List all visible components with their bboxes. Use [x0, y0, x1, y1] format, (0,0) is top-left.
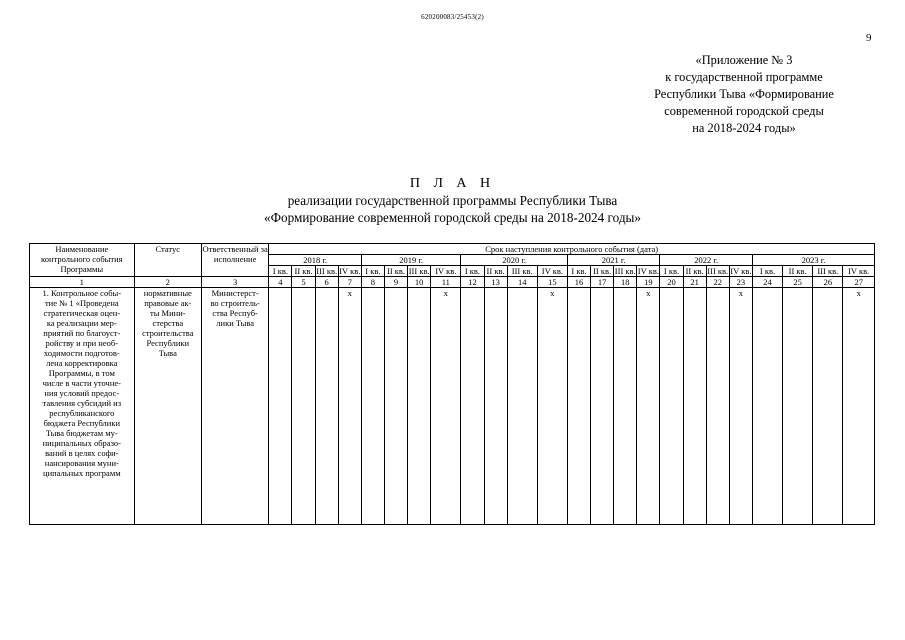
status-line: правовые ак- — [144, 298, 192, 308]
header-quarter: III кв. — [707, 266, 729, 276]
header-year: 2019 г. — [361, 255, 461, 266]
header-quarter: III кв. — [316, 266, 338, 276]
plan-subtitle — [0, 192, 905, 226]
event-name-cell — [30, 288, 135, 525]
document-id: 620200083/25453(2) — [421, 13, 484, 21]
status-line: нормативные — [143, 288, 192, 298]
header-quarter: II кв. — [783, 266, 813, 277]
header-quarter: IV кв. — [730, 266, 752, 276]
event-name-line: Программы, в том — [48, 368, 115, 378]
quarter-mark-cell — [361, 288, 384, 525]
status-line: стерства — [152, 318, 184, 328]
event-name-line: ройству и при необ- — [45, 338, 119, 348]
column-number: 1 — [30, 277, 135, 288]
header-quarter: II кв. — [683, 266, 706, 277]
column-number: 2 — [134, 277, 201, 288]
quarter-mark-cell: x — [843, 288, 875, 525]
header-year: 2021 г. — [567, 255, 660, 266]
header-quarter: I кв. — [660, 266, 683, 277]
status-line: ты Мини- — [149, 308, 186, 318]
event-name-line: нансирования муни- — [44, 458, 119, 468]
responsible-cell — [201, 288, 268, 525]
column-number: 15 — [537, 277, 567, 288]
quarter-mark-cell — [408, 288, 431, 525]
column-number: 22 — [706, 277, 729, 288]
quarter-mark-cell — [269, 288, 292, 525]
appendix-line: современной городской среды — [664, 104, 824, 118]
event-name-line: тие № 1 «Проведена — [44, 298, 119, 308]
quarter-mark-cell — [567, 288, 590, 525]
quarter-mark-cell — [591, 288, 614, 525]
header-quarter: I кв. — [752, 266, 782, 277]
quarter-mark-cell — [660, 288, 683, 525]
column-number: 27 — [843, 277, 875, 288]
column-number: 17 — [591, 277, 614, 288]
plan-subtitle-line: реализации государственной программы Республики Тыва — [287, 193, 618, 208]
header-year: 2018 г. — [269, 255, 362, 266]
column-number: 19 — [637, 277, 660, 288]
column-number: 23 — [729, 277, 752, 288]
event-name-line: числе в части уточне- — [42, 378, 121, 388]
column-number: 12 — [461, 277, 484, 288]
column-numbers-row — [30, 277, 875, 288]
quarter-mark-cell — [484, 288, 507, 525]
plan-subtitle-line: «Формирование современной городской среды на 2018-2024 годы» — [264, 210, 641, 225]
quarter-mark-cell: x — [637, 288, 660, 525]
event-name-line: ваний в целях софи- — [45, 448, 119, 458]
quarter-mark-cell — [507, 288, 537, 525]
header-quarter: II кв. — [591, 266, 614, 277]
column-number: 21 — [683, 277, 706, 288]
column-number: 24 — [752, 277, 782, 288]
header-quarter: I кв. — [567, 266, 590, 277]
status-line: Республики — [146, 338, 190, 348]
column-number: 26 — [813, 277, 843, 288]
column-number: 20 — [660, 277, 683, 288]
header-quarter: II кв. — [292, 266, 315, 277]
status-cell — [134, 288, 201, 525]
column-number: 8 — [361, 277, 384, 288]
event-name-line: ходимости подготов- — [43, 348, 120, 358]
quarter-mark-cell — [683, 288, 706, 525]
header-deadline: Срок наступления контрольного события (дата) — [269, 244, 875, 255]
quarter-mark-cell — [461, 288, 484, 525]
header-quarter: IV кв. — [843, 266, 875, 277]
responsible-line: Министерст- — [211, 288, 259, 298]
quarter-mark-cell — [384, 288, 407, 525]
event-name-line: ниципальных образо- — [42, 438, 121, 448]
header-quarter: II кв. — [384, 266, 407, 277]
event-name-line: Тыва бюджетам му- — [45, 428, 118, 438]
header-event-name: Наименование контрольного события Программы — [30, 244, 135, 277]
quarter-mark-cell: x — [729, 288, 752, 525]
header-quarter: III кв. — [614, 266, 636, 276]
status-line: Тыва — [158, 348, 177, 358]
event-name-line: тавления субсидий из — [42, 398, 122, 408]
column-number: 6 — [315, 277, 338, 288]
quarter-mark-cell — [614, 288, 637, 525]
column-number: 10 — [408, 277, 431, 288]
quarter-mark-cell — [783, 288, 813, 525]
header-year: 2023 г. — [752, 255, 874, 266]
event-name-line: 1. Контрольное собы- — [42, 288, 122, 298]
header-year: 2022 г. — [660, 255, 753, 266]
header-quarter: IV кв. — [537, 266, 567, 277]
event-name-line: лена корректировка — [46, 358, 118, 368]
header-quarter: III кв. — [813, 266, 843, 277]
header-quarter: I кв. — [269, 266, 292, 277]
quarter-mark-cell — [292, 288, 315, 525]
appendix-line: Республики Тыва «Формирование — [654, 87, 834, 101]
event-name-line: бюджета Республики — [43, 418, 121, 428]
column-number: 11 — [431, 277, 461, 288]
header-quarter: IV кв. — [339, 266, 361, 276]
column-number: 18 — [614, 277, 637, 288]
quarter-mark-cell — [813, 288, 843, 525]
table-row — [30, 288, 875, 525]
plan-title: П Л А Н — [409, 176, 496, 191]
column-number: 9 — [384, 277, 407, 288]
header-status: Статус — [134, 244, 201, 277]
column-number: 14 — [507, 277, 537, 288]
event-name-line: республиканского — [49, 408, 115, 418]
responsible-line: ства Респуб- — [212, 308, 258, 318]
header-responsible: Ответственный за исполнение — [201, 244, 268, 277]
header-quarter: I кв. — [361, 266, 384, 277]
page-number: 9 — [866, 32, 872, 44]
column-number: 4 — [269, 277, 292, 288]
header-quarter: II кв. — [484, 266, 507, 277]
event-name-line: ния условий предос- — [44, 388, 120, 398]
quarter-mark-cell — [752, 288, 782, 525]
quarter-mark-cell: x — [537, 288, 567, 525]
header-quarter: III кв. — [408, 266, 430, 276]
column-number: 13 — [484, 277, 507, 288]
responsible-line: во строитель- — [210, 298, 260, 308]
column-number: 3 — [201, 277, 268, 288]
status-line: строительства — [142, 328, 194, 338]
column-number: 5 — [292, 277, 315, 288]
quarter-mark-cell — [315, 288, 338, 525]
event-name-line: ципальных программ — [43, 468, 121, 478]
appendix-block — [608, 52, 880, 137]
header-year: 2020 г. — [461, 255, 568, 266]
event-name-line: ка реализации мер- — [46, 318, 117, 328]
appendix-line: «Приложение № 3 — [695, 53, 793, 67]
header-quarter: IV кв. — [431, 266, 461, 277]
quarter-mark-cell: x — [431, 288, 461, 525]
responsible-line: лики Тыва — [216, 318, 255, 328]
appendix-line: на 2018-2024 годы» — [692, 121, 796, 135]
header-quarter: IV кв. — [637, 266, 659, 276]
header-row — [30, 244, 875, 255]
column-number: 7 — [338, 277, 361, 288]
column-number: 16 — [567, 277, 590, 288]
quarter-mark-cell — [706, 288, 729, 525]
event-name-line: стратегическая оцен- — [43, 308, 121, 318]
appendix-line: к государственной программе — [665, 70, 823, 84]
column-number: 25 — [783, 277, 813, 288]
header-quarter: III кв. — [507, 266, 537, 277]
header-quarter: I кв. — [461, 266, 484, 277]
event-name-line: приятий по благоуст- — [43, 328, 121, 338]
control-events-table — [29, 243, 875, 525]
quarter-mark-cell: x — [338, 288, 361, 525]
